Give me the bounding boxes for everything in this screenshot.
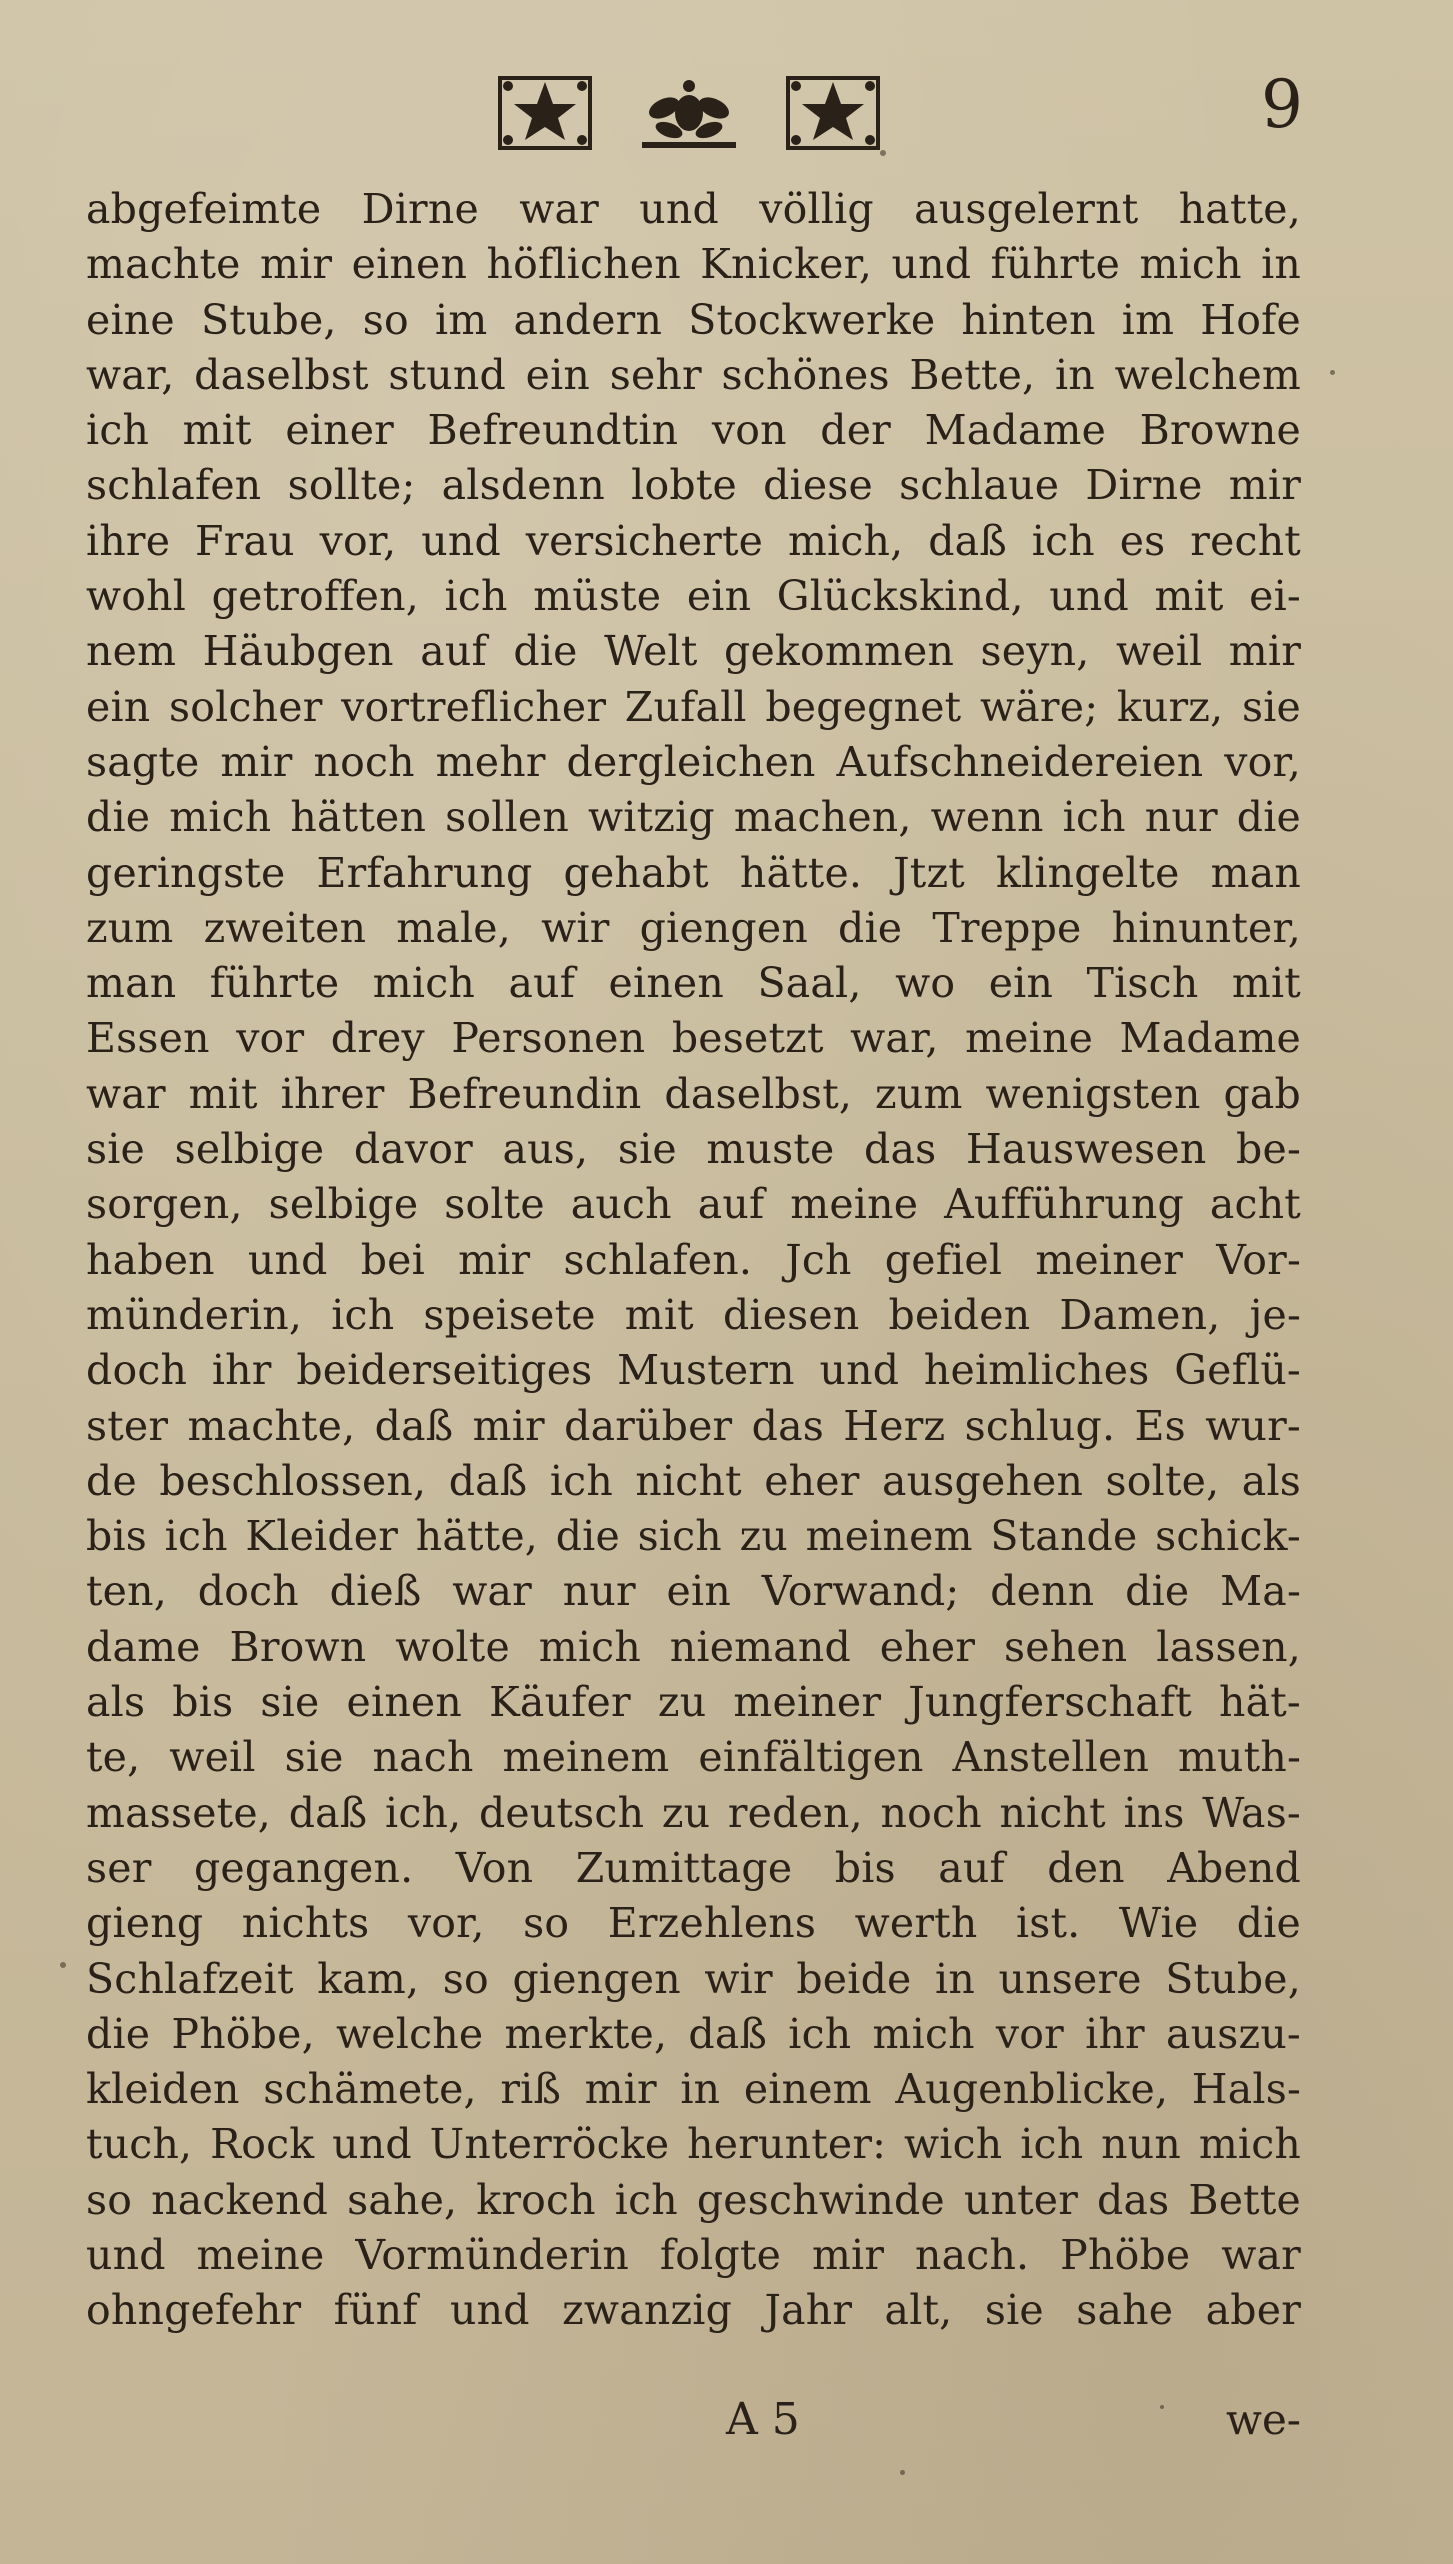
text-line: die Phöbe, welche merkte, daß ich mich vor ihr auszu-	[86, 2009, 1301, 2058]
text-line: te, weil sie nach meinem einfältigen Anstellen muth-	[86, 1733, 1301, 1782]
page-header	[0, 60, 1453, 170]
text-line: ein solcher vortreflicher Zufall begegnet wäre; kurz, sie	[86, 682, 1301, 731]
text-line: haben und bei mir schlafen. Jch gefiel meiner Vor-	[86, 1235, 1301, 1284]
page-number: 9	[1261, 66, 1303, 143]
header-ornaments	[490, 68, 888, 158]
text-line: ohngefehr fünf und zwanzig Jahr alt, sie sahe aber	[86, 2286, 1301, 2335]
text-line: ser gegangen. Von Zumittage bis auf den Abend	[86, 1843, 1301, 1892]
text-line: die mich hätten sollen witzig machen, wenn ich nur die	[86, 793, 1301, 842]
text-line: tuch, Rock und Unterröcke herunter: wich ich nun mich	[86, 2120, 1301, 2169]
text-line: so nackend sahe, kroch ich geschwinde unter das Bette	[86, 2175, 1301, 2224]
text-line: ihre Frau vor, und versicherte mich, daß ich es recht	[86, 516, 1301, 565]
text-line: de beschlossen, daß ich nicht eher ausgehen solte, als	[86, 1456, 1301, 1505]
text-line: zum zweiten male, wir giengen die Treppe hinunter,	[86, 903, 1301, 952]
text-line: machte mir einen höflichen Knicker, und führte mich in	[86, 240, 1301, 289]
text-line: wohl getroffen, ich müste ein Glückskind, und mit ei-	[86, 572, 1301, 621]
ink-speck	[900, 2470, 905, 2475]
ink-speck	[1160, 2405, 1164, 2409]
text-line: war mit ihrer Befreundin daselbst, zum wenigsten gab	[86, 1069, 1301, 1118]
text-line: sagte mir noch mehr dergleichen Aufschneidereien vor,	[86, 737, 1301, 786]
text-line: schlafen sollte; alsdenn lobte diese schlaue Dirne mir	[86, 461, 1301, 510]
ink-speck	[60, 1962, 66, 1968]
text-line: dame Brown wolte mich niemand eher sehen lassen,	[86, 1622, 1301, 1671]
text-line: ster machte, daß mir darüber das Herz schlug. Es wur-	[86, 1401, 1301, 1450]
text-line: sie selbige davor aus, sie muste das Hauswesen be-	[86, 1125, 1301, 1174]
ink-speck	[880, 150, 886, 156]
text-line: Essen vor drey Personen besetzt war, meine Madame	[86, 1014, 1301, 1063]
text-line: münderin, ich speisete mit diesen beiden Damen, je-	[86, 1290, 1301, 1339]
text-line: bis ich Kleider hätte, die sich zu meinem Stande schick-	[86, 1512, 1301, 1561]
text-line: ten, doch dieß war nur ein Vorwand; denn die Ma-	[86, 1567, 1301, 1616]
text-line: gieng nichts vor, so Erzehlens werth ist. Wie die	[86, 1899, 1301, 1948]
page-footer	[86, 2390, 1301, 2450]
text-line: und meine Vormünderin folgte mir nach. Phöbe war	[86, 2230, 1301, 2279]
signature-mark: A 5	[726, 2394, 800, 2445]
text-line: massete, daß ich, deutsch zu reden, noch nicht ins Was-	[86, 1788, 1301, 1837]
text-line: ich mit einer Befreundtin von der Madame Browne	[86, 406, 1301, 455]
text-line: nem Häubgen auf die Welt gekommen seyn, weil mir	[86, 627, 1301, 676]
ornament-star-icon	[778, 68, 888, 158]
body-text	[86, 182, 1301, 2339]
ink-speck	[1330, 370, 1335, 375]
text-line: geringste Erfahrung gehabt hätte. Jtzt klingelte man	[86, 848, 1301, 897]
text-line: sorgen, selbige solte auch auf meine Aufführung acht	[86, 1180, 1301, 1229]
text-line: war, daselbst stund ein sehr schönes Bette, in welchem	[86, 350, 1301, 399]
ornament-star-icon	[490, 68, 600, 158]
catchword: we-	[1226, 2395, 1301, 2444]
text-line: man führte mich auf einen Saal, wo ein Tisch mit	[86, 959, 1301, 1008]
text-line: abgefeimte Dirne war und völlig ausgelernt hatte,	[86, 185, 1301, 233]
text-line: kleiden schämete, riß mir in einem Augenblicke, Hals-	[86, 2065, 1301, 2114]
text-line: doch ihr beiderseitiges Mustern und heimliches Geflü-	[86, 1346, 1301, 1395]
text-line: eine Stube, so im andern Stockwerke hinten im Hofe	[86, 295, 1301, 344]
ornament-floral-icon	[634, 68, 744, 158]
text-line: als bis sie einen Käufer zu meiner Jungferschaft hät-	[86, 1678, 1301, 1727]
text-line: Schlafzeit kam, so giengen wir beide in unsere Stube,	[86, 1954, 1301, 2003]
